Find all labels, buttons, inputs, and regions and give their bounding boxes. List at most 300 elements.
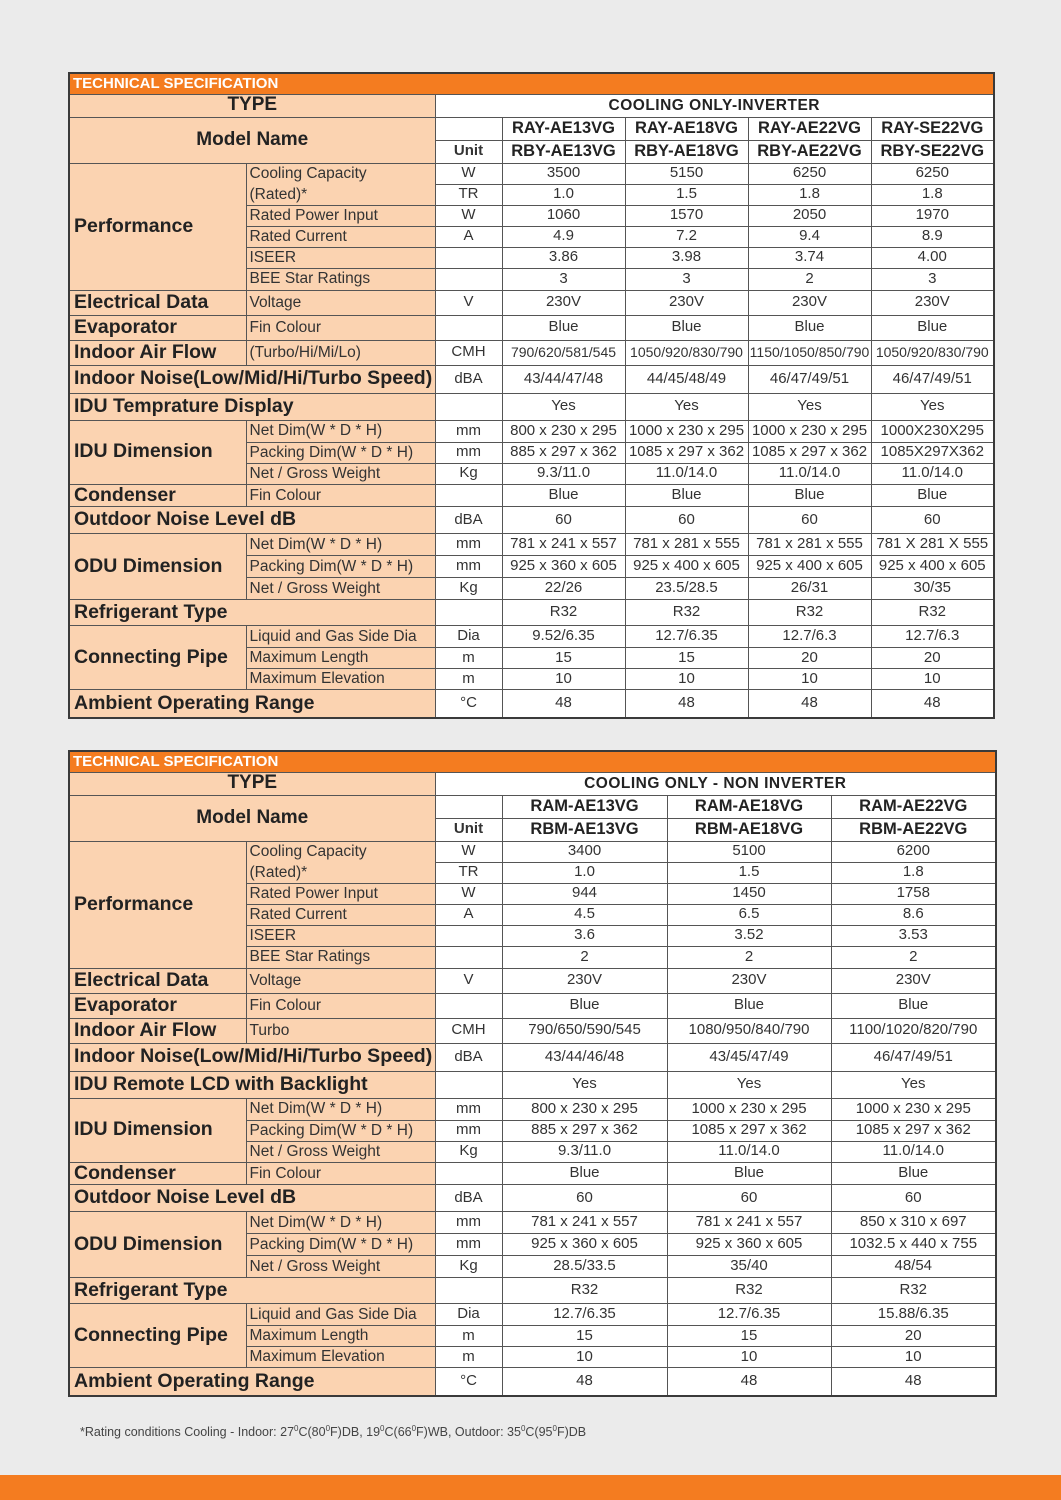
row-unit: dBA xyxy=(435,506,502,533)
cell-value: 1.5 xyxy=(625,184,748,205)
row-sub-label: Net / Gross Weight xyxy=(246,1141,435,1162)
cell-value: 5100 xyxy=(667,841,831,862)
model-indoor: RBY-AE13VG xyxy=(502,140,625,163)
cell-value: 48 xyxy=(871,689,994,718)
row-unit: dBA xyxy=(435,1184,502,1211)
row-category: Evaporator xyxy=(69,315,246,340)
row-unit: Dia xyxy=(435,625,502,647)
row-category: IDU Dimension xyxy=(69,1098,246,1162)
cell-value: 2 xyxy=(667,946,831,968)
row-category: Evaporator xyxy=(69,993,246,1018)
row-unit xyxy=(435,484,502,506)
degree-mark: 0 xyxy=(552,1424,557,1433)
cell-value: 3 xyxy=(625,268,748,290)
cell-value: 26/31 xyxy=(748,577,871,599)
row-sub-label: Turbo xyxy=(246,1018,435,1043)
model-name-label: Model Name xyxy=(69,795,435,841)
cell-value: 11.0/14.0 xyxy=(748,463,871,484)
row-unit: Dia xyxy=(435,1303,502,1325)
row-unit xyxy=(435,393,502,420)
row-unit: mm xyxy=(435,1211,502,1233)
footnote-text: F)DB, 19 xyxy=(330,1425,381,1440)
cell-value: 1085 x 297 x 362 xyxy=(748,442,871,463)
cell-value: 10 xyxy=(748,668,871,689)
cell-value: 230V xyxy=(831,968,996,993)
cell-value: Blue xyxy=(871,484,994,506)
row-sub-label: Liquid and Gas Side Dia xyxy=(246,625,435,647)
cell-value: 8.6 xyxy=(831,904,996,925)
cell-value: 850 x 310 x 697 xyxy=(831,1211,996,1233)
unit-header: Unit xyxy=(435,818,502,841)
cell-value: 1085 x 297 x 362 xyxy=(831,1120,996,1141)
cell-value: 230V xyxy=(502,968,667,993)
cell-value: 9.3/11.0 xyxy=(502,463,625,484)
row-unit: °C xyxy=(435,689,502,718)
rating-conditions-footnote xyxy=(80,1424,586,1439)
cell-value: 3500 xyxy=(502,163,625,184)
cell-value: 1570 xyxy=(625,205,748,226)
cell-value: 1000 x 230 x 295 xyxy=(667,1098,831,1120)
row-unit: °C xyxy=(435,1367,502,1396)
model-outdoor: RAM-AE22VG xyxy=(831,795,996,818)
cell-value: 10 xyxy=(831,1346,996,1367)
cell-value: 6.5 xyxy=(667,904,831,925)
row-sub-label: Fin Colour xyxy=(246,315,435,340)
cell-value: 12.7/6.35 xyxy=(625,625,748,647)
row-unit: Kg xyxy=(435,463,502,484)
row-unit: W xyxy=(435,163,502,184)
cell-value: 4.9 xyxy=(502,226,625,247)
cell-value: 1050/920/830/790 xyxy=(625,340,748,365)
cell-value: 60 xyxy=(748,506,871,533)
cell-value: 9.3/11.0 xyxy=(502,1141,667,1162)
cell-value: 1050/920/830/790 xyxy=(871,340,994,365)
row-category: Connecting Pipe xyxy=(69,1303,246,1367)
cell-value: 48 xyxy=(748,689,871,718)
cell-value: 925 x 360 x 605 xyxy=(502,1233,667,1255)
row-unit: mm xyxy=(435,420,502,442)
cell-value: 9.4 xyxy=(748,226,871,247)
row-sub-label: ISEER xyxy=(246,247,435,268)
model-name-label: Model Name xyxy=(69,117,435,163)
cell-value: 46/47/49/51 xyxy=(748,365,871,393)
row-unit xyxy=(435,599,502,625)
model-indoor: RBM-AE13VG xyxy=(502,818,667,841)
cell-value: 20 xyxy=(871,647,994,668)
cell-value: 11.0/14.0 xyxy=(871,463,994,484)
cell-value: 1.0 xyxy=(502,184,625,205)
cell-value: 10 xyxy=(667,1346,831,1367)
model-indoor: RBY-SE22VG xyxy=(871,140,994,163)
row-category: ODU Dimension xyxy=(69,533,246,599)
cell-value: 23.5/28.5 xyxy=(625,577,748,599)
row-unit xyxy=(435,946,502,968)
cell-value: 6200 xyxy=(831,841,996,862)
cell-value: 781 x 241 x 557 xyxy=(667,1211,831,1233)
model-outdoor: RAM-AE13VG xyxy=(502,795,667,818)
row-unit: m xyxy=(435,1346,502,1367)
cell-value: 22/26 xyxy=(502,577,625,599)
row-sub-label: Rated Power Input xyxy=(246,205,435,226)
cell-value: 12.7/6.3 xyxy=(748,625,871,647)
row-unit: Kg xyxy=(435,577,502,599)
row-unit: mm xyxy=(435,1233,502,1255)
row-sub-label: Fin Colour xyxy=(246,1162,435,1184)
bottom-accent-bar xyxy=(0,1475,1061,1500)
row-unit: m xyxy=(435,668,502,689)
cell-value: 781 x 241 x 557 xyxy=(502,1211,667,1233)
spec-table-inverter xyxy=(68,72,995,719)
model-indoor: RBY-AE18VG xyxy=(625,140,748,163)
row-unit xyxy=(435,268,502,290)
cell-value: Blue xyxy=(502,315,625,340)
cell-value: 781 x 281 x 555 xyxy=(748,533,871,555)
row-sub-label: Net Dim(W * D * H) xyxy=(246,1211,435,1233)
cell-value: 1080/950/840/790 xyxy=(667,1018,831,1043)
row-unit: W xyxy=(435,841,502,862)
cell-value: 35/40 xyxy=(667,1255,831,1277)
cell-value: 1.5 xyxy=(667,862,831,883)
row-unit: dBA xyxy=(435,365,502,393)
cell-value: R32 xyxy=(871,599,994,625)
cell-value: Yes xyxy=(831,1071,996,1098)
cell-value: 1060 xyxy=(502,205,625,226)
degree-mark: 0 xyxy=(380,1424,385,1433)
cell-value: 60 xyxy=(831,1184,996,1211)
row-unit: TR xyxy=(435,184,502,205)
row-category: Refrigerant Type xyxy=(69,599,435,625)
cell-value: 1970 xyxy=(871,205,994,226)
cell-value: 925 x 400 x 605 xyxy=(625,555,748,577)
cell-value: 2 xyxy=(748,268,871,290)
row-category: Performance xyxy=(69,163,246,290)
footnote-text: F)WB, Outdoor: 35 xyxy=(416,1425,521,1440)
cell-value: Blue xyxy=(667,993,831,1018)
cell-value: Yes xyxy=(502,393,625,420)
cell-value: 1150/1050/850/790 xyxy=(748,340,871,365)
cell-value: Blue xyxy=(831,1162,996,1184)
row-sub-label: Net Dim(W * D * H) xyxy=(246,533,435,555)
cell-value: 3.53 xyxy=(831,925,996,946)
row-unit: CMH xyxy=(435,340,502,365)
cell-value: 60 xyxy=(625,506,748,533)
footnote-text: C(66 xyxy=(384,1425,412,1440)
cell-value: 20 xyxy=(748,647,871,668)
cell-value: 230V xyxy=(625,290,748,315)
row-sub-label: Packing Dim(W * D * H) xyxy=(246,442,435,463)
cell-value: 10 xyxy=(871,668,994,689)
degree-mark: 0 xyxy=(294,1424,299,1433)
cell-value: 781 x 241 x 557 xyxy=(502,533,625,555)
row-unit: V xyxy=(435,968,502,993)
cell-value: 12.7/6.35 xyxy=(667,1303,831,1325)
unit-header-blank xyxy=(435,795,502,818)
cell-value: Yes xyxy=(667,1071,831,1098)
row-unit: A xyxy=(435,904,502,925)
degree-mark: 0 xyxy=(520,1424,526,1433)
cell-value: 15 xyxy=(502,1325,667,1346)
row-unit xyxy=(435,315,502,340)
row-sub-label: Packing Dim(W * D * H) xyxy=(246,555,435,577)
cell-value: 10 xyxy=(502,1346,667,1367)
model-outdoor: RAY-AE22VG xyxy=(748,117,871,140)
cell-value: 2 xyxy=(502,946,667,968)
cell-value: 48 xyxy=(625,689,748,718)
header-bar: TECHNICAL SPECIFICATION xyxy=(69,751,996,772)
cell-value: 48 xyxy=(502,689,625,718)
cell-value: 230V xyxy=(871,290,994,315)
cell-value: 3.6 xyxy=(502,925,667,946)
row-sub-label: (Rated)* xyxy=(246,184,435,205)
row-sub-label: Liquid and Gas Side Dia xyxy=(246,1303,435,1325)
cell-value: 10 xyxy=(502,668,625,689)
row-sub-label: Fin Colour xyxy=(246,993,435,1018)
row-unit: A xyxy=(435,226,502,247)
cell-value: 800 x 230 x 295 xyxy=(502,420,625,442)
row-unit xyxy=(435,1277,502,1303)
cell-value: 6250 xyxy=(871,163,994,184)
row-sub-label: Maximum Length xyxy=(246,1325,435,1346)
row-unit: W xyxy=(435,883,502,904)
cell-value: 1085 x 297 x 362 xyxy=(667,1120,831,1141)
row-sub-label: (Rated)* xyxy=(246,862,435,883)
cell-value: 60 xyxy=(871,506,994,533)
cell-value: 46/47/49/51 xyxy=(871,365,994,393)
row-unit: m xyxy=(435,647,502,668)
row-category: Outdoor Noise Level dB xyxy=(69,506,435,533)
cell-value: 11.0/14.0 xyxy=(667,1141,831,1162)
cell-value: 230V xyxy=(667,968,831,993)
row-category: Ambient Operating Range xyxy=(69,689,435,718)
footnote-text: C(95 xyxy=(525,1425,553,1440)
cell-value: 1758 xyxy=(831,883,996,904)
row-sub-label: ISEER xyxy=(246,925,435,946)
cell-value: 3.98 xyxy=(625,247,748,268)
row-sub-label: Net Dim(W * D * H) xyxy=(246,1098,435,1120)
cell-value: Yes xyxy=(625,393,748,420)
row-unit: Kg xyxy=(435,1255,502,1277)
cell-value: Blue xyxy=(871,315,994,340)
type-label: TYPE xyxy=(69,772,435,795)
cell-value: 1.8 xyxy=(871,184,994,205)
model-outdoor: RAY-SE22VG xyxy=(871,117,994,140)
row-unit: mm xyxy=(435,1098,502,1120)
cell-value: 30/35 xyxy=(871,577,994,599)
cell-value: 20 xyxy=(831,1325,996,1346)
cell-value: R32 xyxy=(625,599,748,625)
row-unit: dBA xyxy=(435,1043,502,1071)
row-category: IDU Remote LCD with Backlight xyxy=(69,1071,435,1098)
cell-value: 43/44/46/48 xyxy=(502,1043,667,1071)
cell-value: 46/47/49/51 xyxy=(831,1043,996,1071)
cell-value: 60 xyxy=(502,506,625,533)
row-category: Indoor Noise(Low/Mid/Hi/Turbo Speed) xyxy=(69,1043,435,1071)
row-category: Electrical Data xyxy=(69,290,246,315)
type-value: COOLING ONLY-INVERTER xyxy=(435,94,994,117)
cell-value: R32 xyxy=(667,1277,831,1303)
cell-value: 43/44/47/48 xyxy=(502,365,625,393)
cell-value: 15 xyxy=(667,1325,831,1346)
degree-mark: 0 xyxy=(411,1424,417,1433)
cell-value: 1450 xyxy=(667,883,831,904)
row-unit xyxy=(435,925,502,946)
cell-value: 925 x 360 x 605 xyxy=(667,1233,831,1255)
cell-value: 1.8 xyxy=(831,862,996,883)
cell-value: 9.52/6.35 xyxy=(502,625,625,647)
cell-value: 2050 xyxy=(748,205,871,226)
cell-value: 781 X 281 X 555 xyxy=(871,533,994,555)
cell-value: 28.5/33.5 xyxy=(502,1255,667,1277)
row-category: IDU Dimension xyxy=(69,420,246,484)
cell-value: 8.9 xyxy=(871,226,994,247)
cell-value: 44/45/48/49 xyxy=(625,365,748,393)
cell-value: Blue xyxy=(502,993,667,1018)
row-unit: mm xyxy=(435,533,502,555)
cell-value: 944 xyxy=(502,883,667,904)
footnote-text: C(80 xyxy=(298,1425,326,1440)
cell-value: 3.86 xyxy=(502,247,625,268)
cell-value: 1.8 xyxy=(748,184,871,205)
row-category: Outdoor Noise Level dB xyxy=(69,1184,435,1211)
row-category: Indoor Noise(Low/Mid/Hi/Turbo Speed) xyxy=(69,365,435,393)
row-unit xyxy=(435,1162,502,1184)
model-indoor: RBY-AE22VG xyxy=(748,140,871,163)
cell-value: 3 xyxy=(502,268,625,290)
type-value: COOLING ONLY - NON INVERTER xyxy=(435,772,996,795)
cell-value: 230V xyxy=(502,290,625,315)
cell-value: 885 x 297 x 362 xyxy=(502,1120,667,1141)
model-outdoor: RAM-AE18VG xyxy=(667,795,831,818)
cell-value: Blue xyxy=(625,315,748,340)
cell-value: 781 x 281 x 555 xyxy=(625,533,748,555)
cell-value: 6250 xyxy=(748,163,871,184)
cell-value: 15 xyxy=(502,647,625,668)
spec-table-non-inverter xyxy=(68,750,997,1397)
row-sub-label: Rated Power Input xyxy=(246,883,435,904)
row-unit: m xyxy=(435,1325,502,1346)
row-unit: mm xyxy=(435,442,502,463)
row-sub-label: BEE Star Ratings xyxy=(246,268,435,290)
row-category: Performance xyxy=(69,841,246,968)
cell-value: 925 x 400 x 605 xyxy=(748,555,871,577)
cell-value: 1000 x 230 x 295 xyxy=(748,420,871,442)
cell-value: 4.00 xyxy=(871,247,994,268)
row-category: Condenser xyxy=(69,484,246,506)
cell-value: R32 xyxy=(502,599,625,625)
model-outdoor: RAY-AE13VG xyxy=(502,117,625,140)
cell-value: 1000 x 230 x 295 xyxy=(831,1098,996,1120)
cell-value: 5150 xyxy=(625,163,748,184)
row-unit: W xyxy=(435,205,502,226)
cell-value: Blue xyxy=(502,1162,667,1184)
row-sub-label: Voltage xyxy=(246,290,435,315)
row-sub-label: Net Dim(W * D * H) xyxy=(246,420,435,442)
cell-value: 11.0/14.0 xyxy=(831,1141,996,1162)
row-sub-label: Cooling Capacity xyxy=(246,163,435,184)
degree-mark: 0 xyxy=(325,1424,331,1433)
cell-value: Blue xyxy=(667,1162,831,1184)
cell-value: 48 xyxy=(667,1367,831,1396)
cell-value: Yes xyxy=(871,393,994,420)
cell-value: 3.52 xyxy=(667,925,831,946)
unit-header: Unit xyxy=(435,140,502,163)
header-bar: TECHNICAL SPECIFICATION xyxy=(69,73,994,94)
row-sub-label: Maximum Length xyxy=(246,647,435,668)
cell-value: 800 x 230 x 295 xyxy=(502,1098,667,1120)
cell-value: Yes xyxy=(748,393,871,420)
cell-value: 790/650/590/545 xyxy=(502,1018,667,1043)
cell-value: 43/45/47/49 xyxy=(667,1043,831,1071)
row-sub-label: Cooling Capacity xyxy=(246,841,435,862)
cell-value: 1085X297X362 xyxy=(871,442,994,463)
row-sub-label: Rated Current xyxy=(246,226,435,247)
row-sub-label: BEE Star Ratings xyxy=(246,946,435,968)
cell-value: 10 xyxy=(625,668,748,689)
row-sub-label: Net / Gross Weight xyxy=(246,1255,435,1277)
row-category: Indoor Air Flow xyxy=(69,340,246,365)
cell-value: 925 x 360 x 605 xyxy=(502,555,625,577)
cell-value: R32 xyxy=(831,1277,996,1303)
cell-value: 1100/1020/820/790 xyxy=(831,1018,996,1043)
cell-value: Blue xyxy=(625,484,748,506)
model-outdoor: RAY-AE18VG xyxy=(625,117,748,140)
cell-value: 48 xyxy=(502,1367,667,1396)
cell-value: 1000 x 230 x 295 xyxy=(625,420,748,442)
row-category: Connecting Pipe xyxy=(69,625,246,689)
cell-value: R32 xyxy=(502,1277,667,1303)
cell-value: 48/54 xyxy=(831,1255,996,1277)
row-sub-label: Maximum Elevation xyxy=(246,668,435,689)
cell-value: Blue xyxy=(748,315,871,340)
cell-value: 60 xyxy=(502,1184,667,1211)
cell-value: 2 xyxy=(831,946,996,968)
cell-value: R32 xyxy=(748,599,871,625)
row-unit xyxy=(435,1071,502,1098)
row-category: Condenser xyxy=(69,1162,246,1184)
cell-value: 925 x 400 x 605 xyxy=(871,555,994,577)
cell-value: 230V xyxy=(748,290,871,315)
cell-value: 3.74 xyxy=(748,247,871,268)
cell-value: 885 x 297 x 362 xyxy=(502,442,625,463)
cell-value: Blue xyxy=(748,484,871,506)
row-unit: TR xyxy=(435,862,502,883)
cell-value: 7.2 xyxy=(625,226,748,247)
cell-value: 1085 x 297 x 362 xyxy=(625,442,748,463)
row-unit xyxy=(435,993,502,1018)
cell-value: Blue xyxy=(831,993,996,1018)
type-label: TYPE xyxy=(69,94,435,117)
cell-value: 4.5 xyxy=(502,904,667,925)
row-sub-label: (Turbo/Hi/Mi/Lo) xyxy=(246,340,435,365)
row-unit xyxy=(435,247,502,268)
row-category: Indoor Air Flow xyxy=(69,1018,246,1043)
row-sub-label: Maximum Elevation xyxy=(246,1346,435,1367)
row-category: IDU Temprature Display xyxy=(69,393,435,420)
cell-value: Yes xyxy=(502,1071,667,1098)
row-sub-label: Rated Current xyxy=(246,904,435,925)
cell-value: 1032.5 x 440 x 755 xyxy=(831,1233,996,1255)
footnote-text: F)DB xyxy=(556,1425,587,1440)
cell-value: 12.7/6.3 xyxy=(871,625,994,647)
row-category: Refrigerant Type xyxy=(69,1277,435,1303)
cell-value: 11.0/14.0 xyxy=(625,463,748,484)
cell-value: Blue xyxy=(502,484,625,506)
row-unit: CMH xyxy=(435,1018,502,1043)
cell-value: 60 xyxy=(667,1184,831,1211)
row-category: ODU Dimension xyxy=(69,1211,246,1277)
cell-value: 1000X230X295 xyxy=(871,420,994,442)
row-unit: mm xyxy=(435,1120,502,1141)
